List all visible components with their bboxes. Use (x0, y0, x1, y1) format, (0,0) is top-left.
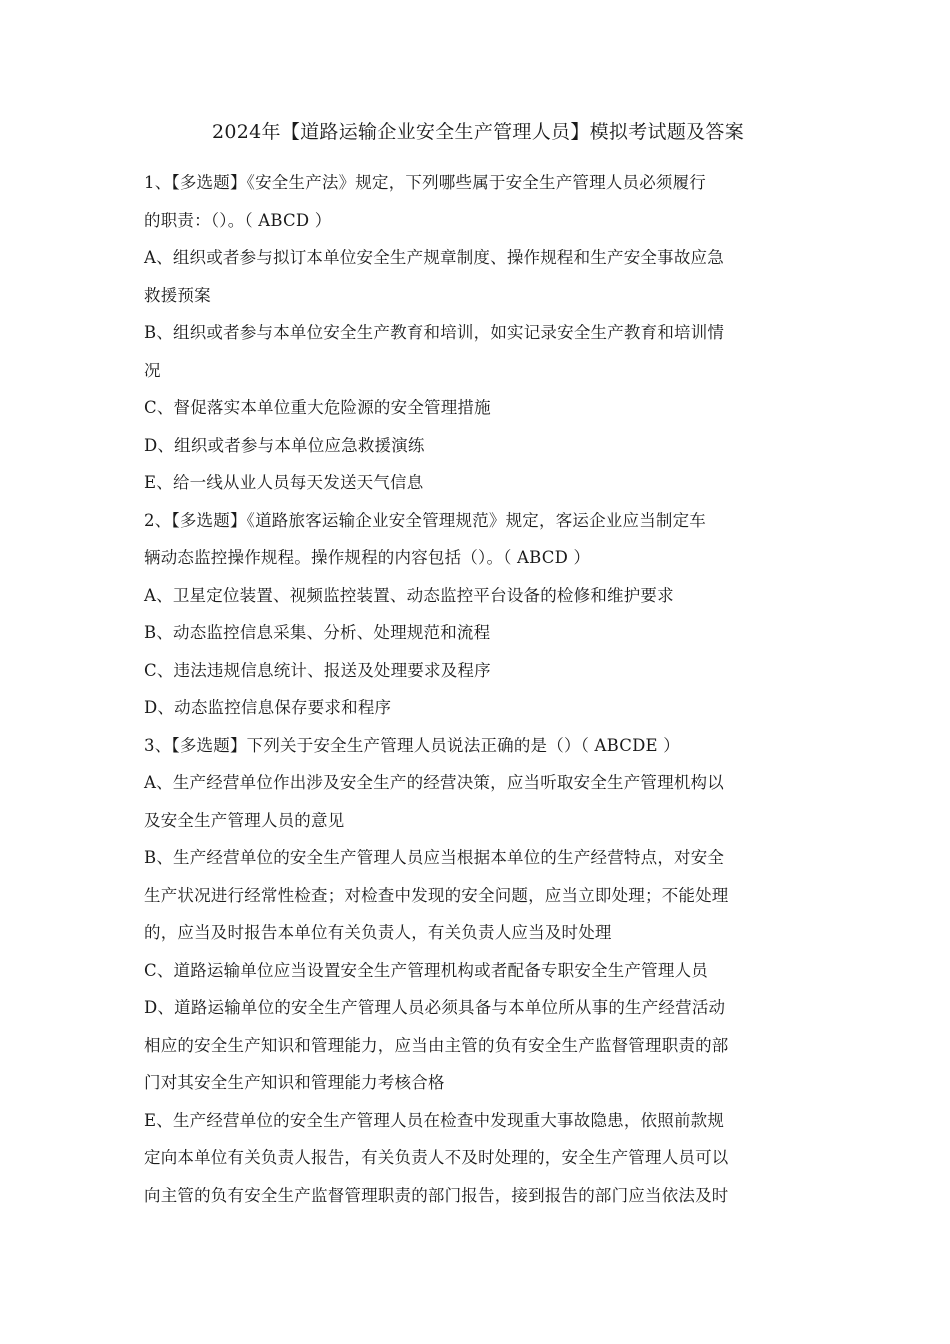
text-line: 2、【多选题】《道路旅客运输企业安全管理规范》规定，客运企业应当制定车 (144, 510, 706, 530)
text-line: 救援预案 (144, 285, 211, 305)
text-line: D、道路运输单位的安全生产管理人员必须具备与本单位所从事的生产经营活动 (144, 998, 726, 1017)
text-line: 的，应当及时报告本单位有关负责人，有关负责人应当及时处理 (144, 923, 612, 942)
text-line: A、卫星定位装置、视频监控装置、动态监控平台设备的检修和维护要求 (144, 585, 674, 605)
text-line: 相应的安全生产知识和管理能力，应当由主管的负有安全生产监督管理职责的部 (144, 1035, 729, 1055)
text-line: E、给一线从业人员每天发送天气信息 (144, 473, 424, 492)
text-line: C、道路运输单位应当设置安全生产管理机构或者配备专职安全生产管理人员 (144, 960, 708, 980)
document-title: 2024年【道路运输企业安全生产管理人员】模拟考试题及答案 (211, 121, 745, 143)
text-line: B、生产经营单位的安全生产管理人员应当根据本单位的生产经营特点，对安全 (144, 848, 725, 867)
document-page (144, 118, 812, 1214)
text-line: 况 (144, 360, 161, 380)
text-line: A、生产经营单位作出涉及安全生产的经营决策，应当听取安全生产管理机构以 (144, 773, 724, 792)
text-line: 生产状况进行经常性检查；对检查中发现的安全问题，应当立即处理；不能处理 (144, 885, 729, 905)
text-line: 门对其安全生产知识和管理能力考核合格 (144, 1073, 445, 1092)
text-line: 定向本单位有关负责人报告，有关负责人不及时处理的，安全生产管理人员可以 (144, 1148, 729, 1167)
text-line: A、组织或者参与拟订本单位安全生产规章制度、操作规程和生产安全事故应急 (144, 248, 724, 267)
text-line: B、组织或者参与本单位安全生产教育和培训，如实记录安全生产教育和培训情 (144, 323, 725, 342)
text-line: B、动态监控信息采集、分析、处理规范和流程 (144, 623, 491, 642)
text-line: C、违法违规信息统计、报送及处理要求及程序 (144, 660, 491, 680)
text-line: 的职责：（）。（ ABCD ） (144, 210, 332, 230)
text-line: D、组织或者参与本单位应急救援演练 (144, 435, 425, 455)
text-line: E、生产经营单位的安全生产管理人员在检查中发现重大事故隐患，依照前款规 (144, 1110, 725, 1130)
text-line: D、动态监控信息保存要求和程序 (144, 698, 392, 717)
document-body (144, 164, 812, 1214)
text-line: 及安全生产管理人员的意见 (144, 810, 345, 830)
text-line: 3、【多选题】下列关于安全生产管理人员说法正确的是（）（ ABCDE ） (144, 735, 680, 755)
text-line: 向主管的负有安全生产监督管理职责的部门报告，接到报告的部门应当依法及时 (144, 1185, 729, 1205)
text-line: 辆动态监控操作规程。操作规程的内容包括（）。（ ABCD ） (144, 548, 591, 567)
text-line: C、督促落实本单位重大危险源的安全管理措施 (144, 398, 491, 417)
text-line: 1、【多选题】《安全生产法》规定，下列哪些属于安全生产管理人员必须履行 (144, 173, 706, 192)
